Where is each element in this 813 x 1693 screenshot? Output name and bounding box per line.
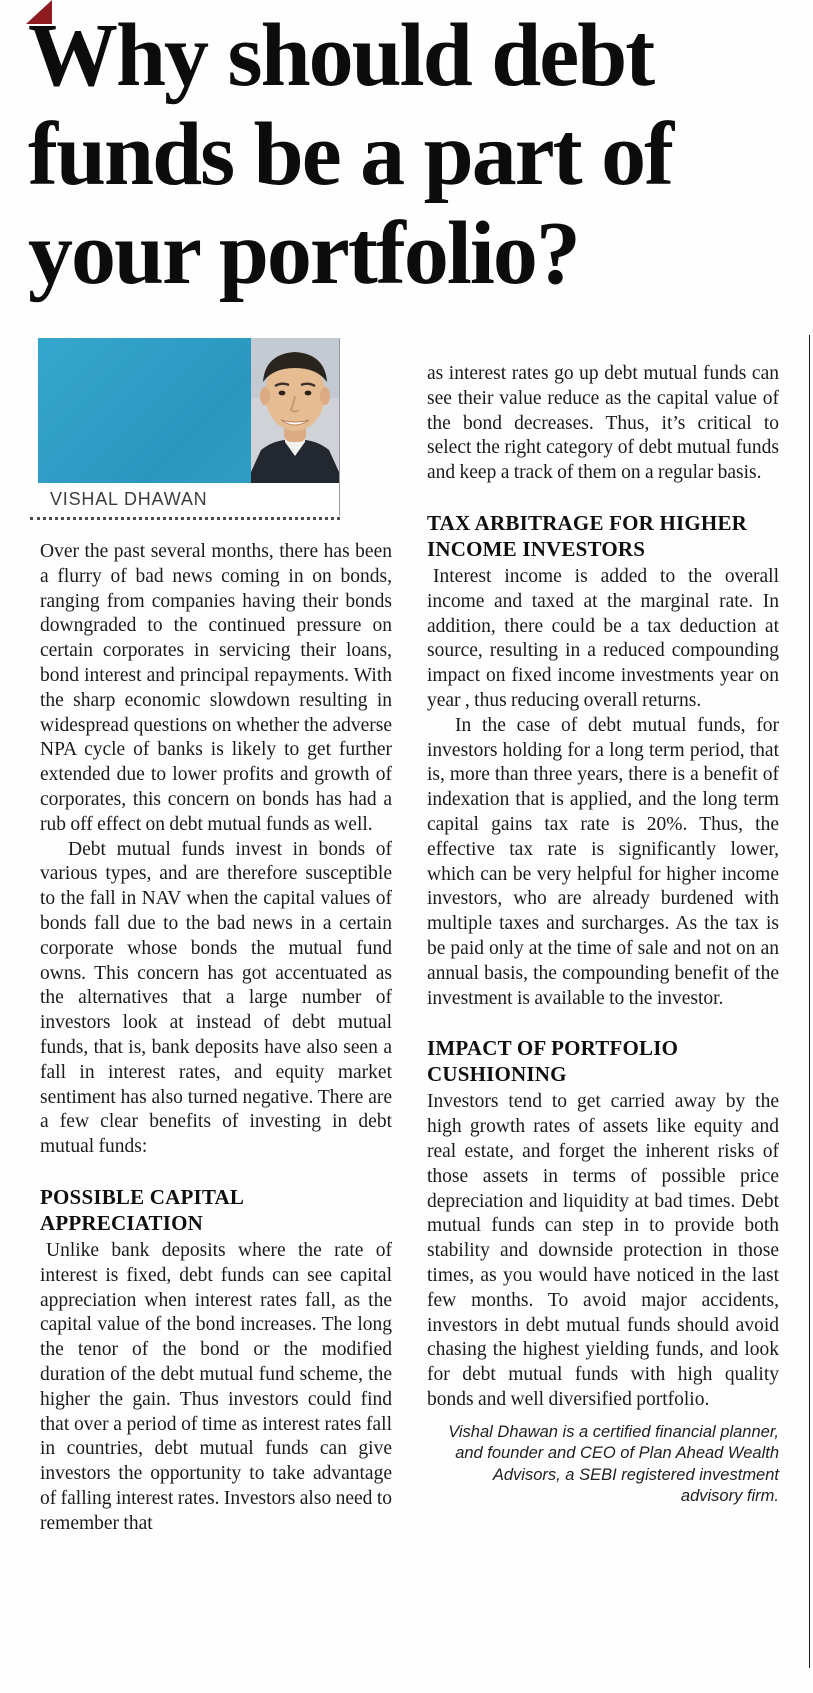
author-portrait xyxy=(251,338,339,483)
page-column-rule xyxy=(809,335,810,1668)
paragraph: Debt mutual funds invest in bonds of various types, and are therefore susceptible to the fall in NAV when the capital values of bonds fall due to the bad news in a certain corporate whose bonds the mutual fund owns. This concern has got accentuated as the alternatives that a large number of investors look at instead of debt mutual funds, that is, bank deposits have also seen a fall in interest rates, and equity market sentiment has also turned negative. There are a few clear benefits of investing in debt mutual funds: xyxy=(40,838,392,1158)
headline-line-1: Why should debt xyxy=(28,6,654,105)
paragraph: In the case of debt mutual funds, for investors holding for a long term period, that is, more than three years, there is a benefit of indexation that is applied, and the long term capital gains tax rate is 20%. Thus, the effective tax rate is significantly lower, which can be very helpful for higher income investors, who are already burdened with multiple taxes and surcharges. As the tax is be paid only at the time of sale and not on an annual basis, the compounding benefit of the investment is available to the investor. xyxy=(427,714,779,1009)
author-caption-strip xyxy=(38,483,339,516)
left-column xyxy=(40,540,392,1536)
dotted-divider xyxy=(30,517,340,520)
author-card xyxy=(38,338,340,516)
paragraph: Interest income is added to the overall income and taxed at the marginal rate. In addition, there could be a tax deduction at source, resulting in a reduced compounding impact on fixed income investments year on year , thus reducing overall returns. xyxy=(427,565,779,711)
paragraph: Unlike bank deposits where the rate of interest is fixed, debt funds can see capital appreciation when interest rates fall, as the capital value of the bond increases. The long the tenor of the bond or the modified duration of the debt mutual fund scheme, the higher the gain. Thus investors could find that over a period of time as interest rates fall in countries, debt mutual funds can give investors the opportunity to take advantage of falling interest rates. Investors also need to remember that xyxy=(40,1239,392,1534)
headline-line-3: your portfolio? xyxy=(28,204,579,303)
section-heading-possible-capital-appreciation xyxy=(40,1184,392,1236)
portrait-illustration xyxy=(251,338,339,483)
photo-teal-background xyxy=(38,338,251,483)
heading-line: IMPACT OF PORTFOLIO xyxy=(427,1036,679,1061)
article-headline xyxy=(28,6,800,303)
paragraph: Investors tend to get carried away by the high growth rates of assets like equity and real estate, and forget the inherent risks of those assets in terms of possible price depreciation and liquidity at bad times. Debt mutual funds can step in to provide both stability and downside protection in those times, as you would have noticed in the last few months. To avoid major accidents, investors in debt mutual funds should avoid chasing the highest yielding funds, and look for debt mutual funds with high quality bonds and well diversified portfolio. xyxy=(427,1091,779,1410)
heading-line: TAX ARBITRAGE FOR HIGHER xyxy=(427,510,748,535)
section-heading-impact-portfolio-cushioning xyxy=(427,1035,779,1087)
author-photo xyxy=(38,338,339,483)
paragraph: Over the past several months, there has been a flurry of bad news coming in on bonds, ranging from companies having their bonds downgraded to the continued pressure on certain corporates in servicing their loans, bond interest and principal repayments. With the sharp economic slowdown resulting in widespread questions on whether the adverse NPA cycle of banks is likely to get further extended due to lower profits and growth of corporates, this concern on bonds has had a rub off effect on debt mutual funds as well. xyxy=(40,541,392,835)
heading-line: CUSHIONING xyxy=(427,1062,567,1087)
heading-line: POSSIBLE CAPITAL xyxy=(40,1184,245,1209)
heading-line: APPRECIATION xyxy=(40,1210,204,1235)
author-bio: Vishal Dhawan is a certified financial planner, and founder and CEO of Plan Ahead Wealth Advisors, a SEBI registered investment advisory firm. xyxy=(448,1422,779,1506)
heading-line: INCOME INVESTORS xyxy=(427,536,646,561)
author-name: VISHAL DHAWAN xyxy=(50,489,208,509)
paragraph: as interest rates go up debt mutual funds can see their value reduce as the capital value of the bond decreases. Thus, it’s critical to select the right category of debt mutual funds and keep a track of them on a regular basis. xyxy=(427,363,779,484)
headline-line-2: funds be a part of xyxy=(28,105,673,204)
right-column xyxy=(427,362,779,1524)
section-heading-tax-arbitrage xyxy=(427,510,779,562)
